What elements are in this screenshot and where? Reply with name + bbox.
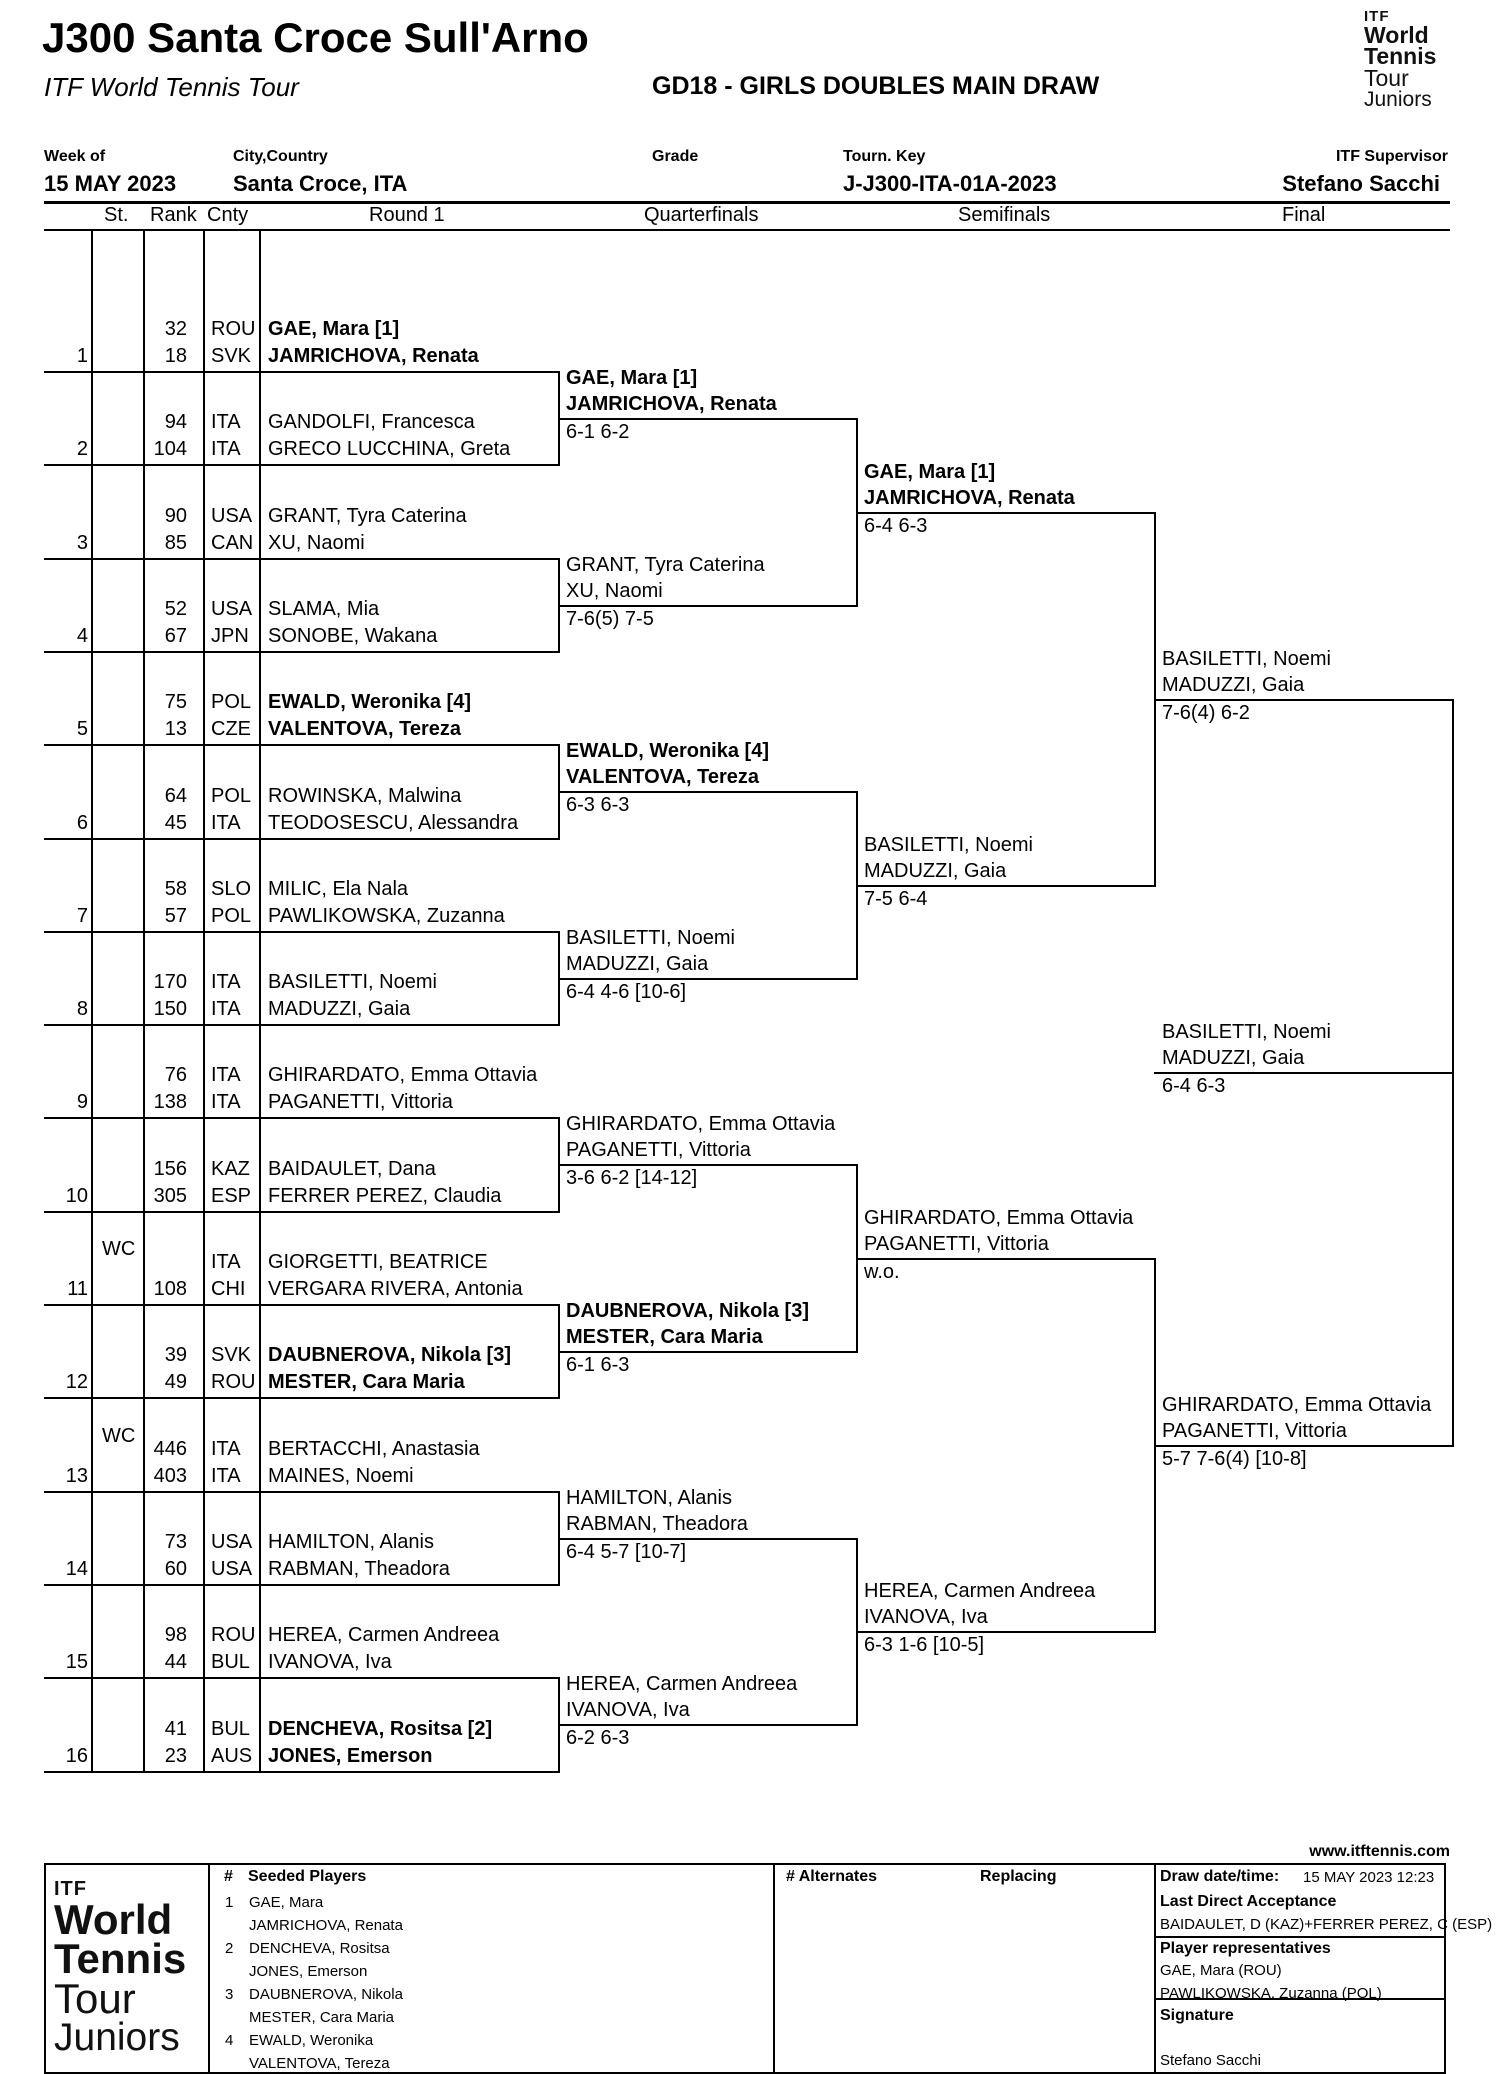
- sf-score: 6-3 1-6 [10-5]: [864, 1634, 985, 1656]
- player-name: TEODOSESCU, Alessandra: [268, 812, 519, 834]
- player-name: GAE, Mara [1]: [268, 318, 400, 340]
- player-name: VERGARA RIVERA, Antonia: [268, 1278, 523, 1300]
- qf-score: 3-6 6-2 [14-12]: [566, 1167, 698, 1189]
- player-country: ITA: [211, 438, 241, 460]
- qf-team-player: RABMAN, Theadora: [566, 1513, 748, 1535]
- page-title: J300 Santa Croce Sull'Arno: [42, 14, 589, 61]
- player-country: ITA: [211, 1438, 241, 1460]
- grid-line-rank-left: [143, 231, 145, 1772]
- player-rank: 94: [164, 411, 187, 433]
- player-name: BASILETTI, Noemi: [268, 971, 437, 993]
- player-rank: 156: [153, 1158, 187, 1180]
- qf-team-player: GHIRARDATO, Emma Ottavia: [566, 1113, 836, 1135]
- seeded-hash: #: [224, 1868, 233, 1885]
- player-country: CAN: [211, 532, 254, 554]
- player-rank: 76: [164, 1064, 187, 1086]
- player-rank: 64: [164, 785, 187, 807]
- player-name: IVANOVA, Iva: [268, 1651, 392, 1673]
- final-team-player: PAGANETTI, Vittoria: [1162, 1420, 1347, 1442]
- round1-line: [44, 1304, 560, 1306]
- position-number: 2: [76, 438, 88, 460]
- sf-team-player: HEREA, Carmen Andreea: [864, 1580, 1096, 1602]
- player-rank: 403: [153, 1465, 187, 1487]
- position-number: 9: [76, 1091, 88, 1113]
- lda-value: BAIDAULET, D (KAZ)+FERRER PEREZ, C (ESP): [1160, 1916, 1493, 1933]
- tour-subtitle: ITF World Tennis Tour: [44, 72, 299, 102]
- qf-team-player: HEREA, Carmen Andreea: [566, 1673, 798, 1695]
- player-country: ROU: [211, 1371, 256, 1393]
- sf-team-player: BASILETTI, Noemi: [864, 834, 1033, 856]
- player-name: JONES, Emerson: [268, 1745, 433, 1767]
- footer-divider-1: [208, 1863, 210, 2074]
- col-final: Final: [1282, 204, 1326, 226]
- player-country: POL: [211, 785, 252, 807]
- website: www.itftennis.com: [1309, 1843, 1450, 1860]
- draw-date-value: 15 MAY 2023 12:23: [1303, 1869, 1435, 1886]
- logo-word-juniors: Juniors: [54, 2016, 180, 2060]
- qf-score: 6-4 5-7 [10-7]: [566, 1541, 687, 1563]
- player-name: GIORGETTI, BEATRICE: [268, 1251, 488, 1273]
- player-rank: 75: [164, 691, 187, 713]
- player-name: MAINES, Noemi: [268, 1465, 414, 1487]
- player-rank: 52: [164, 598, 187, 620]
- qf-team-player: GAE, Mara [1]: [566, 367, 698, 389]
- position-number: 13: [65, 1465, 88, 1487]
- player-country: ROU: [211, 1624, 256, 1646]
- seed-player: MESTER, Cara Maria: [249, 2009, 395, 2026]
- sf-line: [856, 1631, 1156, 1633]
- player-country: USA: [211, 1558, 253, 1580]
- qf-team-player: PAGANETTI, Vittoria: [566, 1139, 751, 1161]
- player-rank: 39: [164, 1344, 187, 1366]
- player-name: GRECO LUCCHINA, Greta: [268, 438, 511, 460]
- player-country: POL: [211, 905, 252, 927]
- round1-line: [44, 1771, 560, 1773]
- itf-logo-mark: ITF: [54, 1878, 87, 1900]
- champion-line: [1154, 1072, 1454, 1074]
- champion-player: BASILETTI, Noemi: [1162, 1021, 1331, 1043]
- itf-logo-mark: ITF: [1364, 8, 1390, 25]
- player-name: MILIC, Ela Nala: [268, 878, 409, 900]
- sf-line: [856, 512, 1156, 514]
- col-semifinals: Semifinals: [958, 204, 1051, 226]
- final-team-player: BASILETTI, Noemi: [1162, 648, 1331, 670]
- qf-score: 6-2 6-3: [566, 1727, 630, 1749]
- player-rank: 85: [164, 532, 187, 554]
- sf-team-player: GAE, Mara [1]: [864, 461, 996, 483]
- draw-date-label: Draw date/time:: [1160, 1868, 1280, 1885]
- player-country: ITA: [211, 1465, 241, 1487]
- player-name: PAGANETTI, Vittoria: [268, 1091, 453, 1113]
- round1-line: [44, 558, 560, 560]
- champion-player: MADUZZI, Gaia: [1162, 1047, 1305, 1069]
- player-country: USA: [211, 1531, 253, 1553]
- qf-line: [558, 1351, 858, 1353]
- seeded-title: Seeded Players: [248, 1868, 367, 1885]
- player-name: SLAMA, Mia: [268, 598, 380, 620]
- position-number: 6: [76, 812, 88, 834]
- player-country: BUL: [211, 1651, 250, 1673]
- logo-word-juniors: Juniors: [1364, 87, 1432, 111]
- player-rank: 305: [153, 1185, 187, 1207]
- player-rank: 104: [153, 438, 187, 460]
- week-value: 15 MAY 2023: [44, 171, 177, 196]
- grid-line-left: [91, 231, 93, 1772]
- seed-number: 2: [225, 1940, 234, 1957]
- player-country: ROU: [211, 318, 256, 340]
- seed-player: GAE, Mara: [249, 1894, 324, 1911]
- qf-line: [558, 978, 858, 980]
- player-country: ITA: [211, 971, 241, 993]
- qf-line: [558, 418, 858, 420]
- supervisor-label: ITF Supervisor: [1335, 148, 1448, 165]
- seed-number: 4: [225, 2032, 234, 2049]
- round1-line: [44, 1397, 560, 1399]
- round1-line: [44, 371, 560, 373]
- itf-logo-footer: [54, 1878, 186, 2058]
- sf-team-player: IVANOVA, Iva: [864, 1606, 988, 1628]
- player-name: VALENTOVA, Tereza: [268, 718, 462, 740]
- entry-status: WC: [102, 1425, 136, 1447]
- player-name: HEREA, Carmen Andreea: [268, 1624, 500, 1646]
- round1-line: [44, 1024, 560, 1026]
- player-rank: 73: [164, 1531, 187, 1553]
- player-rank: 41: [164, 1718, 187, 1740]
- qf-team-player: EWALD, Weronika [4]: [566, 740, 769, 762]
- reps-label: Player representatives: [1160, 1940, 1331, 1957]
- position-number: 16: [65, 1745, 88, 1767]
- player-rank: 44: [164, 1651, 187, 1673]
- sf-team-player: GHIRARDATO, Emma Ottavia: [864, 1207, 1134, 1229]
- qf-line: [558, 605, 858, 607]
- player-rank: 13: [164, 718, 187, 740]
- seed-player: DENCHEVA, Rositsa: [249, 1940, 390, 1957]
- player-country: CHI: [211, 1278, 246, 1300]
- player-rank: 60: [164, 1558, 187, 1580]
- qf-line: [558, 1724, 858, 1726]
- round1-line: [44, 1584, 560, 1586]
- logo-word-tennis: Tennis: [54, 1934, 187, 1982]
- player-name: BERTACCHI, Anastasia: [268, 1438, 480, 1460]
- lda-label: Last Direct Acceptance: [1160, 1893, 1337, 1910]
- qf-team-player: VALENTOVA, Tereza: [566, 766, 760, 788]
- seed-player: JAMRICHOVA, Renata: [249, 1917, 403, 1934]
- player-country: SVK: [211, 1344, 252, 1366]
- seed-number: 3: [225, 1986, 234, 2003]
- round1-line: [44, 1211, 560, 1213]
- player-rank: 45: [164, 812, 187, 834]
- sf-team-player: JAMRICHOVA, Renata: [864, 487, 1075, 509]
- supervisor-value: Stefano Sacchi: [1282, 171, 1440, 196]
- sf-team-player: MADUZZI, Gaia: [864, 860, 1007, 882]
- qf-score: 6-1 6-2: [566, 421, 630, 443]
- player-country: ITA: [211, 1064, 241, 1086]
- player-country: ITA: [211, 1251, 241, 1273]
- position-number: 15: [65, 1651, 88, 1673]
- position-number: 10: [65, 1185, 88, 1207]
- col-rank: Rank: [150, 204, 197, 226]
- col-st: St.: [104, 204, 129, 226]
- player-country: SLO: [211, 878, 252, 900]
- player-rank: 170: [153, 971, 187, 993]
- col-cnty: Cnty: [207, 204, 249, 226]
- player-rank: 138: [153, 1091, 187, 1113]
- player-country: AUS: [211, 1745, 253, 1767]
- qf-team-player: DAUBNEROVA, Nikola [3]: [566, 1300, 809, 1322]
- col-quarterfinals: Quarterfinals: [644, 204, 759, 226]
- player-rank: 150: [153, 998, 187, 1020]
- footer-rule-lda: [1154, 1936, 1444, 1938]
- player-rank: 18: [164, 345, 187, 367]
- player-country: ITA: [211, 998, 241, 1020]
- qf-team-player: BASILETTI, Noemi: [566, 927, 735, 949]
- logo-word-world: World: [1364, 22, 1429, 48]
- seed-player: JONES, Emerson: [249, 1963, 368, 1980]
- tourn-key-label: Tourn. Key: [843, 148, 926, 165]
- week-label: Week of: [44, 148, 106, 165]
- seed-player: VALENTOVA, Tereza: [249, 2055, 390, 2072]
- player-country: BUL: [211, 1718, 250, 1740]
- qf-team-player: XU, Naomi: [566, 580, 663, 602]
- player-name: DAUBNEROVA, Nikola [3]: [268, 1344, 511, 1366]
- champion-score: 6-4 6-3: [1162, 1075, 1226, 1097]
- qf-score: 6-1 6-3: [566, 1354, 630, 1376]
- city-label: City,Country: [233, 148, 328, 165]
- final-score: 7-6(4) 6-2: [1162, 702, 1250, 724]
- entry-status: WC: [102, 1238, 136, 1260]
- grid-line-cnty-left: [203, 231, 205, 1772]
- player-country: KAZ: [211, 1158, 250, 1180]
- qf-team-player: MADUZZI, Gaia: [566, 953, 709, 975]
- player-rank: 49: [164, 1371, 187, 1393]
- position-number: 12: [65, 1371, 88, 1393]
- qf-team-player: HAMILTON, Alanis: [566, 1487, 732, 1509]
- tourn-key-value: J-J300-ITA-01A-2023: [843, 171, 1057, 196]
- qf-score: 6-3 6-3: [566, 794, 630, 816]
- round1-line: [44, 744, 560, 746]
- player-name: EWALD, Weronika [4]: [268, 691, 471, 713]
- player-rank: 23: [164, 1745, 187, 1767]
- rep-1: GAE, Mara (ROU): [1160, 1962, 1282, 1979]
- player-name: SONOBE, Wakana: [268, 625, 438, 647]
- player-name: RABMAN, Theadora: [268, 1558, 450, 1580]
- position-number: 4: [76, 625, 88, 647]
- round1-line: [44, 651, 560, 653]
- qf-team-player: MESTER, Cara Maria: [566, 1326, 763, 1348]
- rep-2: PAWLIKOWSKA, Zuzanna (POL): [1160, 1985, 1382, 2002]
- qf-score: 6-4 4-6 [10-6]: [566, 981, 687, 1003]
- player-rank: 57: [164, 905, 187, 927]
- qf-score: 7-6(5) 7-5: [566, 608, 654, 630]
- player-name: PAWLIKOWSKA, Zuzanna: [268, 905, 505, 927]
- final-score: 5-7 7-6(4) [10-8]: [1162, 1448, 1307, 1470]
- grid-line-name-left: [259, 231, 261, 1772]
- qf-line: [558, 1538, 858, 1540]
- seed-player: EWALD, Weronika: [249, 2032, 374, 2049]
- round1-line: [44, 464, 560, 466]
- qf-team-player: JAMRICHOVA, Renata: [566, 393, 777, 415]
- qf-line: [558, 791, 858, 793]
- player-rank: 58: [164, 878, 187, 900]
- logo-word-tour: Tour: [1364, 65, 1409, 92]
- round1-line: [44, 1677, 560, 1679]
- player-country: ESP: [211, 1185, 252, 1207]
- player-country: CZE: [211, 718, 251, 740]
- player-rank: 108: [153, 1278, 187, 1300]
- qf-line: [558, 1164, 858, 1166]
- logo-word-tour: Tour: [54, 1975, 136, 2023]
- round1-line: [44, 931, 560, 933]
- player-name: DENCHEVA, Rositsa [2]: [268, 1718, 493, 1740]
- draw-name: GD18 - GIRLS DOUBLES MAIN DRAW: [652, 72, 1100, 100]
- player-name: ROWINSKA, Malwina: [268, 785, 462, 807]
- position-number: 14: [65, 1558, 88, 1580]
- sf-score: 6-4 6-3: [864, 515, 928, 537]
- position-number: 1: [76, 345, 88, 367]
- position-number: 3: [76, 532, 88, 554]
- player-name: XU, Naomi: [268, 532, 365, 554]
- player-name: GANDOLFI, Francesca: [268, 411, 475, 433]
- sf-line: [856, 885, 1156, 887]
- round1-line: [44, 1117, 560, 1119]
- player-rank: 90: [164, 505, 187, 527]
- player-rank: 98: [164, 1624, 187, 1646]
- sf-score: 7-5 6-4: [864, 888, 928, 910]
- player-country: POL: [211, 691, 252, 713]
- round1-line: [44, 1491, 560, 1493]
- grade-label: Grade: [652, 148, 699, 165]
- round1-line: [44, 838, 560, 840]
- alternates-title: # Alternates: [786, 1868, 877, 1885]
- player-name: MADUZZI, Gaia: [268, 998, 411, 1020]
- player-name: HAMILTON, Alanis: [268, 1531, 434, 1553]
- footer-divider-2: [773, 1863, 775, 2074]
- logo-word-tennis: Tennis: [1364, 43, 1437, 70]
- player-country: SVK: [211, 345, 252, 367]
- col-round1: Round 1: [369, 204, 445, 226]
- player-rank: 446: [153, 1438, 187, 1460]
- player-country: ITA: [211, 812, 241, 834]
- replacing-title: Replacing: [980, 1868, 1057, 1885]
- sf-line: [856, 1258, 1156, 1260]
- position-number: 7: [76, 905, 88, 927]
- player-rank: 32: [164, 318, 187, 340]
- logo-word-world: World: [54, 1896, 173, 1943]
- player-name: FERRER PEREZ, Claudia: [268, 1185, 502, 1207]
- seed-number: 1: [225, 1894, 234, 1911]
- player-name: GRANT, Tyra Caterina: [268, 505, 467, 527]
- city-value: Santa Croce, ITA: [233, 171, 408, 196]
- seed-player: DAUBNEROVA, Nikola: [249, 1986, 403, 2003]
- signature-value: Stefano Sacchi: [1160, 2052, 1261, 2069]
- sf-score: w.o.: [864, 1261, 900, 1283]
- player-country: ITA: [211, 411, 241, 433]
- player-rank: 67: [164, 625, 187, 647]
- signature-label: Signature: [1160, 2007, 1234, 2024]
- final-team-player: GHIRARDATO, Emma Ottavia: [1162, 1394, 1432, 1416]
- player-country: USA: [211, 505, 253, 527]
- final-line: [1154, 699, 1454, 701]
- player-name: MESTER, Cara Maria: [268, 1371, 465, 1393]
- player-name: BAIDAULET, Dana: [268, 1158, 436, 1180]
- qf-team-player: IVANOVA, Iva: [566, 1699, 690, 1721]
- player-name: JAMRICHOVA, Renata: [268, 345, 479, 367]
- column-header-rule: [44, 229, 1450, 231]
- position-number: 8: [76, 998, 88, 1020]
- sf-team-player: PAGANETTI, Vittoria: [864, 1233, 1049, 1255]
- player-name: GHIRARDATO, Emma Ottavia: [268, 1064, 538, 1086]
- qf-team-player: GRANT, Tyra Caterina: [566, 554, 765, 576]
- player-country: USA: [211, 598, 253, 620]
- player-country: ITA: [211, 1091, 241, 1113]
- position-number: 5: [76, 718, 88, 740]
- player-country: JPN: [211, 625, 249, 647]
- footer-divider-3: [1154, 1863, 1156, 2074]
- itf-logo-header: [1364, 8, 1436, 110]
- position-number: 11: [67, 1278, 88, 1300]
- final-line: [1154, 1445, 1454, 1447]
- final-team-player: MADUZZI, Gaia: [1162, 674, 1305, 696]
